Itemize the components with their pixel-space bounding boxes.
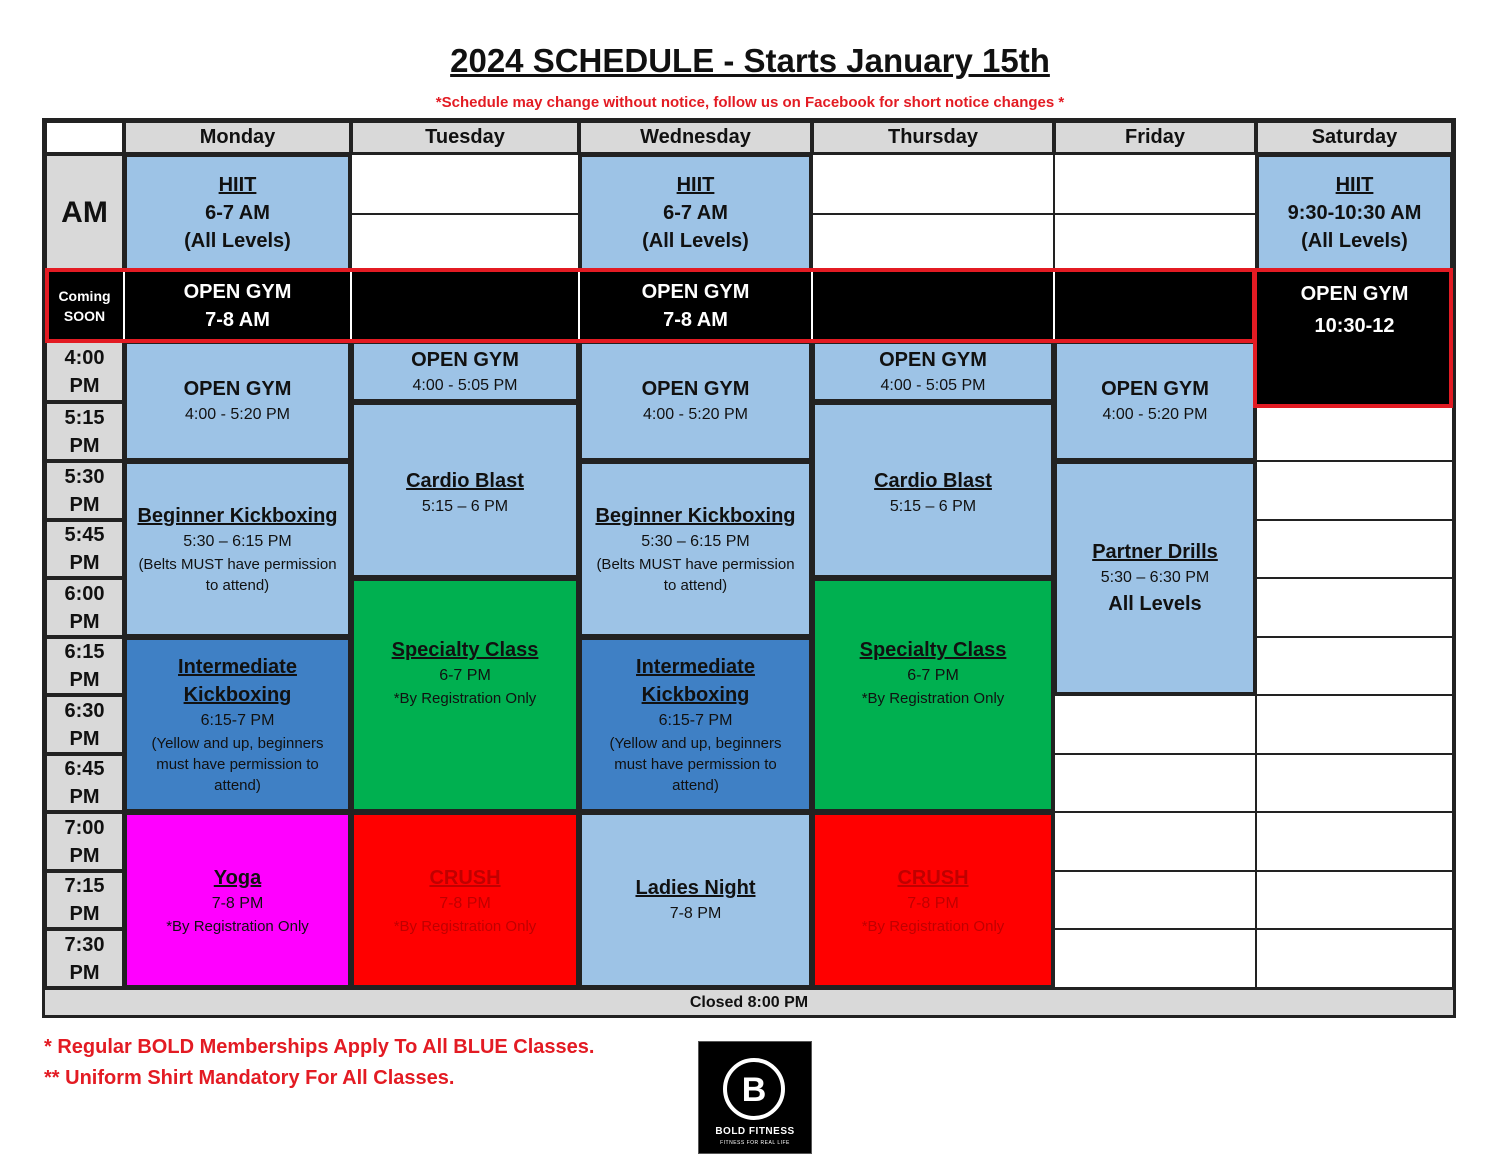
time-meridiem: PM (69, 903, 100, 925)
class-name: OPEN GYM (879, 348, 987, 371)
time-value: 6:45 (64, 758, 105, 780)
time-label-7-00-pm (45, 812, 124, 871)
logo-name: BOLD FITNESS (715, 1126, 795, 1137)
class-time: 6-7 PM (907, 667, 959, 684)
class-note: All Levels (1108, 593, 1202, 615)
bold-fitness-logo (698, 1041, 812, 1154)
class-wednesday-open-gym-am (579, 271, 812, 341)
class-time: 6:15-7 PM (658, 712, 733, 729)
schedule-notice: *Schedule may change without notice, follow us on Facebook for short notice changes * (435, 94, 1065, 111)
svg-text:B: B (741, 1071, 767, 1109)
class-wednesday-hiit (579, 154, 812, 271)
empty-slot (1256, 695, 1453, 754)
class-wednesday-open-gym-pm (579, 341, 812, 461)
logo-b-emblem-icon (721, 1056, 787, 1122)
time-label-am: AM (45, 154, 124, 271)
class-name: OPEN GYM (183, 281, 292, 303)
time-value: 6:00 (64, 582, 105, 605)
time-label-7-15-pm (45, 871, 124, 929)
class-note: (All Levels) (184, 229, 291, 252)
class-friday-partner-drills (1054, 461, 1256, 695)
closed-time-row: Closed 8:00 PM (45, 988, 1453, 1015)
time-value: 6:30 (64, 699, 105, 722)
class-name: Specialty Class (859, 639, 1007, 661)
class-monday-open-gym-am (124, 271, 351, 341)
class-note: (Yellow and up, beginners must have permission to attend) (151, 735, 324, 794)
time-value: 6:15 (64, 641, 105, 663)
coming-soon-line: Coming (58, 288, 111, 304)
class-monday-open-gym-pm (124, 341, 351, 461)
time-meridiem: PM (69, 786, 100, 808)
day-header-wednesday: Wednesday (579, 121, 812, 154)
corner-cell (45, 121, 124, 154)
class-time: 5:15 – 6 PM (889, 498, 977, 515)
empty-slot (1256, 871, 1453, 929)
class-name: Cardio Blast (406, 470, 524, 492)
class-time: 4:00 - 5:20 PM (185, 406, 290, 423)
class-note: *By Registration Only (166, 917, 309, 935)
uniform-note: ** Uniform Shirt Mandatory For All Classes. (44, 1067, 455, 1089)
time-label-coming-soon (45, 271, 124, 341)
class-note: *By Registration Only (393, 917, 537, 935)
time-label-5-45-pm (45, 520, 124, 578)
time-value: 5:45 (64, 524, 105, 546)
empty-slot (812, 154, 1054, 214)
class-tuesday-cardio-blast (351, 402, 579, 578)
day-header-tuesday: Tuesday (351, 121, 579, 154)
class-name: Beginner Kickboxing (595, 505, 796, 527)
class-time: 5:30 – 6:15 PM (183, 533, 292, 550)
class-note: (Belts MUST have permission to attend) (596, 556, 795, 594)
class-note: (All Levels) (1301, 229, 1408, 252)
empty-slot (1054, 871, 1256, 929)
class-saturday-open-gym (1256, 271, 1453, 405)
class-wednesday-intermediate-kickboxing (579, 637, 812, 812)
class-wednesday-ladies-night (579, 812, 812, 988)
class-name: CRUSH (429, 866, 501, 889)
class-note: *By Registration Only (861, 690, 1005, 707)
class-name: Ladies Night (635, 877, 756, 899)
empty-slot (1054, 154, 1256, 214)
class-time: 7-8 AM (205, 309, 270, 331)
class-time: 4:00 - 5:20 PM (1102, 406, 1208, 423)
empty-slot (1054, 812, 1256, 871)
class-time: 6:15-7 PM (200, 712, 275, 729)
class-time: 7-8 PM (907, 894, 959, 912)
coming-soon-line: SOON (63, 308, 106, 324)
time-label-4-00-pm (45, 341, 124, 402)
class-note: *By Registration Only (861, 917, 1005, 935)
class-name: OPEN GYM (183, 378, 292, 400)
time-meridiem: PM (69, 669, 100, 691)
time-meridiem: PM (69, 434, 100, 457)
class-thursday-specialty (812, 578, 1054, 812)
empty-slot (1256, 520, 1453, 578)
time-meridiem: PM (69, 493, 100, 516)
class-time: 6-7 AM (205, 201, 270, 224)
class-name: Cardio Blast (874, 470, 992, 492)
class-monday-intermediate-kickboxing (124, 637, 351, 812)
day-header-friday: Friday (1054, 121, 1256, 154)
class-name: Specialty Class (391, 639, 539, 661)
class-name: Beginner Kickboxing (137, 505, 338, 527)
time-meridiem: PM (69, 727, 100, 750)
class-time: 5:15 – 6 PM (421, 498, 509, 515)
class-name: HIIT (1335, 173, 1374, 196)
empty-slot (351, 214, 579, 271)
class-name: OPEN GYM (641, 378, 750, 400)
class-saturday-hiit (1256, 154, 1453, 271)
time-label-6-00-pm (45, 578, 124, 637)
class-note: (All Levels) (642, 229, 749, 252)
time-value: 7:30 (64, 933, 105, 956)
class-time: 4:00 - 5:05 PM (880, 376, 986, 394)
class-name: Partner Drills (1092, 541, 1218, 563)
empty-slot (351, 154, 579, 214)
time-label-7-30-pm (45, 929, 124, 988)
class-time: 6-7 PM (439, 667, 491, 684)
membership-note: * Regular BOLD Memberships Apply To All BLUE Classes. (44, 1036, 595, 1058)
class-tuesday-specialty (351, 578, 579, 812)
class-time: 7-8 PM (439, 894, 491, 912)
empty-slot (1054, 754, 1256, 812)
class-wednesday-beginner-kickboxing (579, 461, 812, 637)
empty-slot (812, 214, 1054, 271)
empty-slot (1256, 812, 1453, 871)
time-value: 4:00 (64, 346, 105, 369)
page-title: 2024 SCHEDULE - Starts January 15th (450, 42, 1050, 79)
empty-slot (1256, 929, 1453, 988)
empty-slot (1054, 214, 1256, 271)
schedule-table (42, 118, 1456, 1018)
time-value: 7:00 (64, 816, 105, 839)
class-time: 10:30-12 (1314, 315, 1395, 337)
class-monday-yoga (124, 812, 351, 988)
empty-slot (1256, 405, 1453, 461)
class-time: 7-8 PM (669, 905, 722, 922)
empty-slot (812, 271, 1054, 341)
day-header-monday: Monday (124, 121, 351, 154)
empty-slot (1054, 929, 1256, 988)
class-monday-hiit (124, 154, 351, 271)
empty-slot (1054, 695, 1256, 754)
time-meridiem: PM (69, 961, 100, 984)
time-value: 5:30 (64, 465, 105, 488)
class-tuesday-crush (351, 812, 579, 988)
time-meridiem: PM (69, 844, 100, 867)
class-thursday-open-gym-pm (812, 341, 1054, 402)
class-note: (Belts MUST have permission to attend) (138, 556, 337, 594)
time-value: 7:15 (64, 875, 105, 897)
time-value: 5:15 (64, 406, 105, 429)
class-name: OPEN GYM (641, 281, 750, 303)
time-meridiem: PM (69, 374, 100, 397)
class-name: Intermediate Kickboxing (636, 656, 755, 706)
class-name: OPEN GYM (411, 348, 519, 371)
class-time: 6-7 AM (663, 201, 728, 224)
class-monday-beginner-kickboxing (124, 461, 351, 637)
class-time: 4:00 - 5:05 PM (412, 376, 518, 394)
empty-slot (1054, 271, 1256, 341)
class-name: OPEN GYM (1300, 283, 1409, 305)
class-name: HIIT (676, 173, 715, 196)
time-label-6-45-pm (45, 754, 124, 812)
time-label-6-30-pm (45, 695, 124, 754)
empty-slot (1256, 578, 1453, 637)
time-meridiem: PM (69, 552, 100, 574)
class-name: Yoga (213, 866, 262, 889)
empty-slot (1256, 461, 1453, 520)
class-time: 5:30 – 6:30 PM (1100, 569, 1210, 586)
class-time: 7-8 PM (211, 894, 264, 912)
day-header-saturday: Saturday (1256, 121, 1453, 154)
time-meridiem: PM (69, 610, 100, 633)
class-friday-open-gym-pm (1054, 341, 1256, 461)
class-tuesday-open-gym-pm (351, 341, 579, 402)
day-header-thursday: Thursday (812, 121, 1054, 154)
class-name: CRUSH (897, 866, 969, 889)
class-name: Intermediate Kickboxing (178, 656, 297, 706)
time-label-5-15-pm (45, 402, 124, 461)
class-time: 4:00 - 5:20 PM (643, 406, 748, 423)
class-name: HIIT (218, 173, 257, 196)
class-name: OPEN GYM (1101, 378, 1209, 400)
class-time: 7-8 AM (663, 309, 728, 331)
empty-slot (1256, 637, 1453, 695)
class-thursday-crush (812, 812, 1054, 988)
time-label-5-30-pm (45, 461, 124, 520)
class-thursday-cardio-blast (812, 402, 1054, 578)
class-time: 5:30 – 6:15 PM (641, 533, 750, 550)
empty-slot (351, 271, 579, 341)
empty-slot (1256, 754, 1453, 812)
class-note: (Yellow and up, beginners must have permission to attend) (609, 735, 782, 794)
class-time: 9:30-10:30 AM (1287, 201, 1422, 224)
logo-tagline: FITNESS FOR REAL LIFE (720, 1140, 790, 1146)
time-label-6-15-pm (45, 637, 124, 695)
class-note: *By Registration Only (393, 690, 537, 707)
